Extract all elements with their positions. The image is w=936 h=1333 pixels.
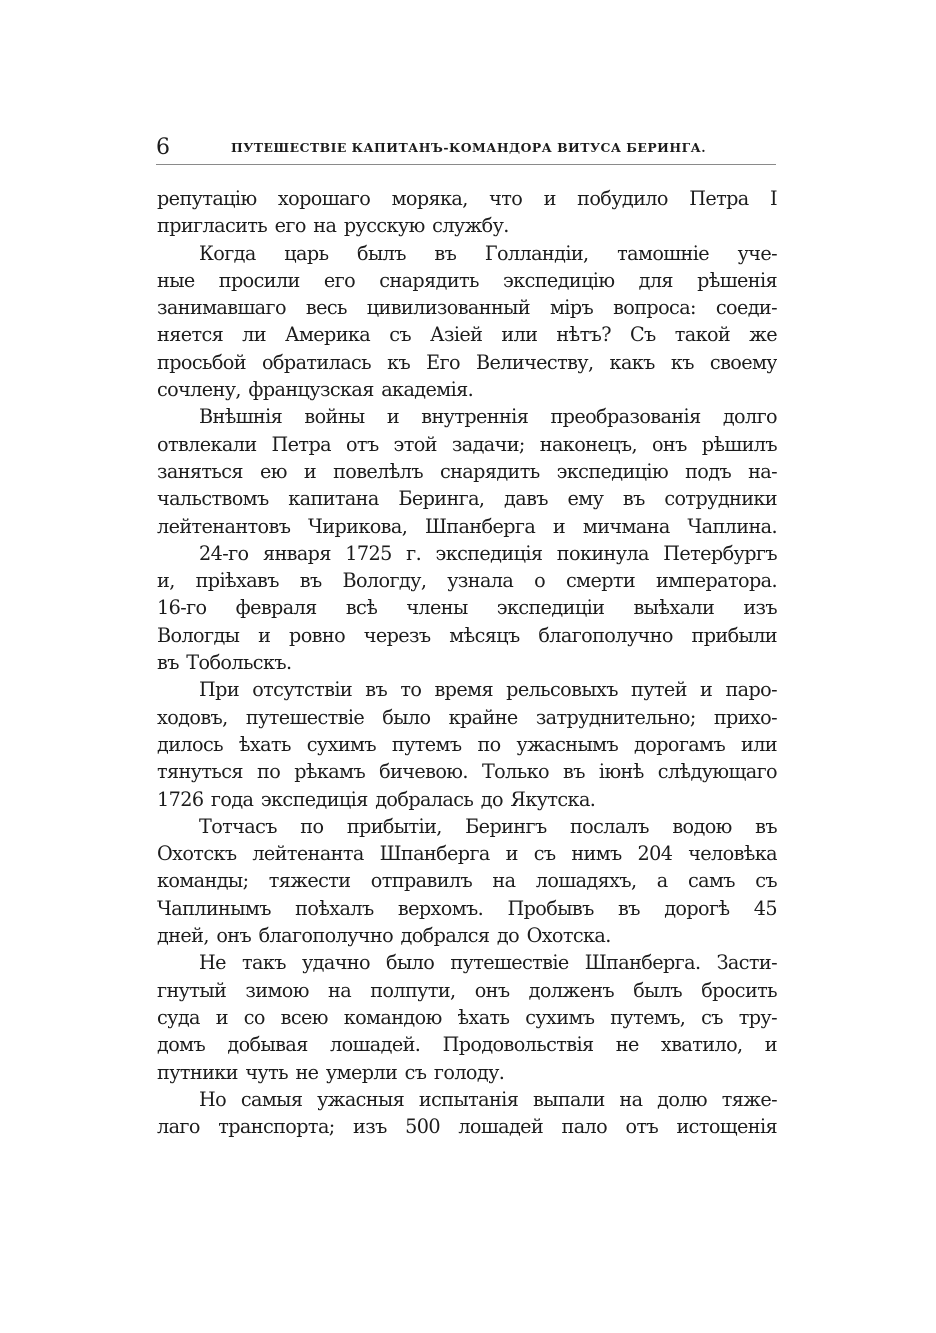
text-line: въ Тобольскъ. (157, 651, 292, 675)
text-line: домъ добывая лошадей. Продовольствія не хватило, и (157, 1033, 777, 1057)
paragraph-6 (157, 813, 777, 949)
text-line: сочлену, французская академія. (157, 378, 474, 402)
paragraph-3 (157, 403, 777, 539)
paragraph-8 (157, 1086, 777, 1141)
running-head-title: ПУТЕШЕСТВІЕ КАПИТАНЪ-КОМАНДОРА ВИТУСА БЕРИНГА. (231, 140, 707, 155)
paragraph-1 (157, 185, 777, 240)
text-line: пригласить его на русскую службу. (157, 214, 509, 238)
body-text (157, 185, 777, 1140)
text-line: Но самыя ужасныя испытанія выпали на долю тяже- (199, 1087, 777, 1111)
text-line: Не такъ удачно было путешествіе Шпанберга. Засти- (199, 951, 777, 975)
text-line: репутацію хорошаго моряка, что и побудило Петра I (157, 187, 777, 210)
paragraph-4 (157, 540, 777, 676)
text-line: занимавшаго весь цивилизованный міръ вопроса: соеди- (157, 296, 777, 320)
text-line: путники чуть не умерли съ голоду. (157, 1060, 505, 1084)
text-line: заняться ею и повелѣлъ снарядить экспедицію подъ на- (157, 459, 777, 483)
text-line: няется ли Америка съ Азіей или нѣтъ? Съ такой же (157, 323, 777, 347)
text-line: Вологды и ровно черезъ мѣсяцъ благополучно прибыли (157, 623, 777, 647)
text-line: Чаплинымъ поѣхалъ верхомъ. Пробывъ въ дорогѣ 45 (157, 896, 777, 920)
text-line: просьбой обратилась къ Его Величеству, какъ къ своему (157, 350, 777, 374)
text-line: тянуться по рѣкамъ бичевою. Только въ іюнѣ слѣдующаго (157, 760, 777, 784)
text-line: ные просили его снарядить экспедицію для рѣшенія (157, 268, 777, 292)
text-line: лейтенантовъ Чирикова, Шпанберга и мичмана Чаплина. (157, 514, 777, 538)
header-divider (156, 164, 776, 165)
text-line: 24-го января 1725 г. экспедиція покинула Петербургъ (199, 541, 777, 565)
text-line: Тотчасъ по прибытіи, Берингъ послалъ водою въ (199, 814, 777, 838)
text-line: ходовъ, путешествіе было крайне затруднительно; прихо- (157, 705, 777, 729)
paragraph-7 (157, 949, 777, 1085)
text-line: дней, онъ благополучно добрался до Охотска. (157, 924, 611, 948)
text-line: чальствомъ капитана Беринга, давъ ему въ сотрудники (157, 487, 777, 511)
text-line: Когда царь былъ въ Голландіи, тамошніе уче- (199, 241, 777, 265)
text-line: отвлекали Петра отъ этой задачи; наконецъ, онъ рѣшилъ (157, 432, 777, 456)
text-line: гнутый зимою на полпути, онъ долженъ былъ бросить (157, 978, 777, 1002)
text-line: суда и со всею командою ѣхать сухимъ путемъ, съ тру- (157, 1005, 777, 1029)
text-line: Внѣшнія войны и внутреннія преобразованія долго (199, 405, 777, 429)
text-line: При отсутствіи въ то время рельсовыхъ путей и паро- (199, 678, 777, 702)
text-line: 1726 года экспедиція добралась до Якутска. (157, 787, 596, 811)
text-line: лаго транспорта; изъ 500 лошадей пало отъ истощенія (157, 1115, 777, 1139)
text-line: и, пріѣхавъ въ Вологду, узнала о смерти императора. (157, 569, 777, 593)
text-line: Охотскъ лейтенанта Шпанберга и съ нимъ 204 человѣка (157, 842, 777, 866)
text-line: 16-го февраля всѣ члены экспедиціи выѣхали изъ (157, 596, 777, 620)
page-number: 6 (156, 135, 170, 160)
text-line: команды; тяжести отправилъ на лошадяхъ, а самъ съ (157, 869, 777, 893)
running-head (156, 136, 776, 160)
paragraph-2 (157, 240, 777, 404)
text-line: дилось ѣхать сухимъ путемъ по ужаснымъ дорогамъ или (157, 732, 777, 756)
paragraph-5 (157, 676, 777, 812)
